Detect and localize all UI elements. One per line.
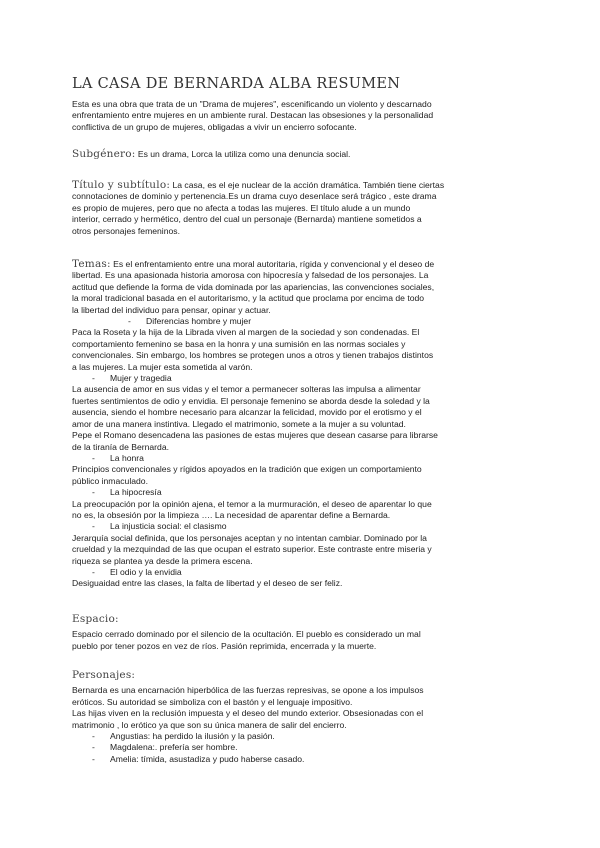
subtopic-diferencias: - Diferencias hombre y mujer xyxy=(128,316,252,327)
subtopic-odio: - El odio y la envidia xyxy=(92,566,182,577)
temas-line: la moral tradicional basada en el autoritarismo, y la actitud que proclama por encima de todo xyxy=(72,293,425,304)
subgenero-section xyxy=(72,149,542,160)
espacio-line: Espacio cerrado dominado por el silencio de la ocultación. El pueblo es considerado un mal xyxy=(72,629,421,640)
personajes-heading: Personajes: xyxy=(72,669,136,681)
titulo-line: connotaciones de dominio y pertenencia.Es un drama cuyo desenlace será trágico , este drama xyxy=(72,191,437,202)
subtopic-injusticia: - La injusticia social: el clasismo xyxy=(92,521,227,532)
temas-sub-line: Jerarquía social definida, que los personajes aceptan y no intentan cambiar. Dominado por la xyxy=(72,532,427,543)
temas-sub-line: comportamiento femenino se basa en la honra y una sumisión en las normas sociales y xyxy=(72,338,406,349)
titulo-first-line: La casa, es el eje nuclear de la acción dramática. También tiene ciertas xyxy=(170,180,445,190)
titulo-section xyxy=(72,180,542,237)
temas-sub-line: La preocupación por la opinión ajena, el temor a la murmuración, el deseo de aparentar lo que xyxy=(72,498,432,509)
subgenero-text: Es un drama, Lorca la utiliza como una denuncia social. xyxy=(135,149,351,159)
intro-paragraph xyxy=(72,99,542,133)
temas-line: libertad. Es una apasionada historia amorosa con hipocresía y falsedad de los personajes. La xyxy=(72,270,429,281)
temas-line: la libertad del individuo para pensar, opinar y actuar. xyxy=(72,304,271,315)
subtopic-honra: - La honra xyxy=(92,452,144,463)
intro-line: Esta es una obra que trata de un "Drama de mujeres", escenificando un violento y descarnado xyxy=(72,99,432,109)
temas-sub-line: público inmaculado. xyxy=(72,475,148,486)
temas-sub-line: convencionales. Sin embargo, los hombres se protegen unos a otros y tienen trabajos distintos xyxy=(72,350,434,361)
personajes-line: matrimonio , lo erótico ya que son su única manera de salir del encierro. xyxy=(72,719,347,730)
temas-sub-line: Desiguaidad entre las clases, la falta de libertad y el deseo de ser feliz. xyxy=(72,578,343,589)
temas-sub-line: Pepe el Romano desencadena las pasiones de estas mujeres que desean casarse para librarse xyxy=(72,430,438,441)
temas-heading: Temas: xyxy=(72,258,111,270)
document-title: LA CASA DE BERNARDA ALBA RESUMEN xyxy=(72,76,401,92)
espacio-line: pueblo por tener pozos en vez de ríos. Pasión reprimida, encerrada y la muerte. xyxy=(72,640,377,651)
temas-sub-line: de la tiranía de Bernarda. xyxy=(72,441,169,452)
temas-sub-line: fuertes sentimientos de odio y envidia. El personaje femenino se aborda desde la soledad y la xyxy=(72,395,430,406)
character-item: - Amelia: tímida, asustadiza y pudo haberse casado. xyxy=(92,753,305,764)
subtopic-hipocresia: - La hipocresía xyxy=(92,487,162,498)
personajes-line: Las hijas viven en la reclusión impuesta y el deseo del mundo exterior. Obsesionadas con el xyxy=(72,708,424,719)
temas-sub-line: a las mujeres. La mujer esta sometida al varón. xyxy=(72,361,253,372)
temas-section xyxy=(72,259,542,590)
titulo-heading: Título y subtítulo: xyxy=(72,179,171,191)
intro-line: conflictiva de un grupo de mujeres, obligadas a vivir un encierro sofocante. xyxy=(72,121,357,132)
temas-sub-line: La ausencia de amor en sus vidas y el temor a permanecer solteras las impulsa a alimentar xyxy=(72,384,421,395)
temas-sub-line: riqueza se plantea ya desde la primera escena. xyxy=(72,555,253,566)
titulo-line: otros personajes femeninos. xyxy=(72,225,180,236)
temas-first-line: Es el enfrentamiento entre una moral autoritaria, rígida y convencional y el deseo de xyxy=(110,259,435,269)
subgenero-heading: Subgénero: xyxy=(72,148,136,160)
temas-sub-line: Principios convencionales y rígidos apoyados en la tradición que exigen un comportamiento xyxy=(72,464,422,475)
personajes-section xyxy=(72,670,542,765)
personajes-line: eróticos. Su autoridad se simboliza con el bastón y el lenguaje impositivo. xyxy=(72,696,353,707)
personajes-line: Bernarda es una encarnación hiperbólica de las fuerzas represivas, se opone a los impulsos xyxy=(72,685,424,696)
temas-sub-line: Paca la Roseta y la hija de la Librada viven al margen de la sociedad y son condenadas. El xyxy=(72,327,420,338)
character-item: - Magdalena:. prefería ser hombre. xyxy=(92,742,238,753)
espacio-heading: Espacio: xyxy=(72,613,119,625)
titulo-line: interior, cerrado y hermético, dentro del cual un personaje (Bernarda) mantiene sometidos a xyxy=(72,214,422,225)
subtopic-mujer-tragedia: - Mujer y tragedia xyxy=(92,373,172,384)
espacio-section xyxy=(72,614,542,652)
character-item: - Angustias: ha perdido la ilusión y la pasión. xyxy=(92,731,275,742)
temas-sub-line: ausencia, siendo el hombre necesario para alcanzar la felicidad, movido por el erotismo y el xyxy=(72,407,422,418)
intro-line: enfrentamiento entre mujeres en un ambiente rural. Destacan las obsesiones y la personalidad xyxy=(72,110,434,121)
temas-sub-line: no es, la obsesión por la limpieza …. La necesidad de aparentar define a Bernarda. xyxy=(72,509,391,520)
temas-line: actitud que defiende la forma de vida dominada por las apariencias, las convenciones sociales, xyxy=(72,281,435,292)
titulo-line: es propio de mujeres, pero que no afecta a todas las mujeres. El título alude a un mundo xyxy=(72,202,411,213)
temas-sub-line: amor de una manera instintiva. Llegado el matrimonio, somete a la mujer a su voluntad. xyxy=(72,418,406,429)
temas-sub-line: crueldad y la mezquindad de las que ocupan el estrato superior. Este contraste entre miseria y xyxy=(72,544,432,555)
